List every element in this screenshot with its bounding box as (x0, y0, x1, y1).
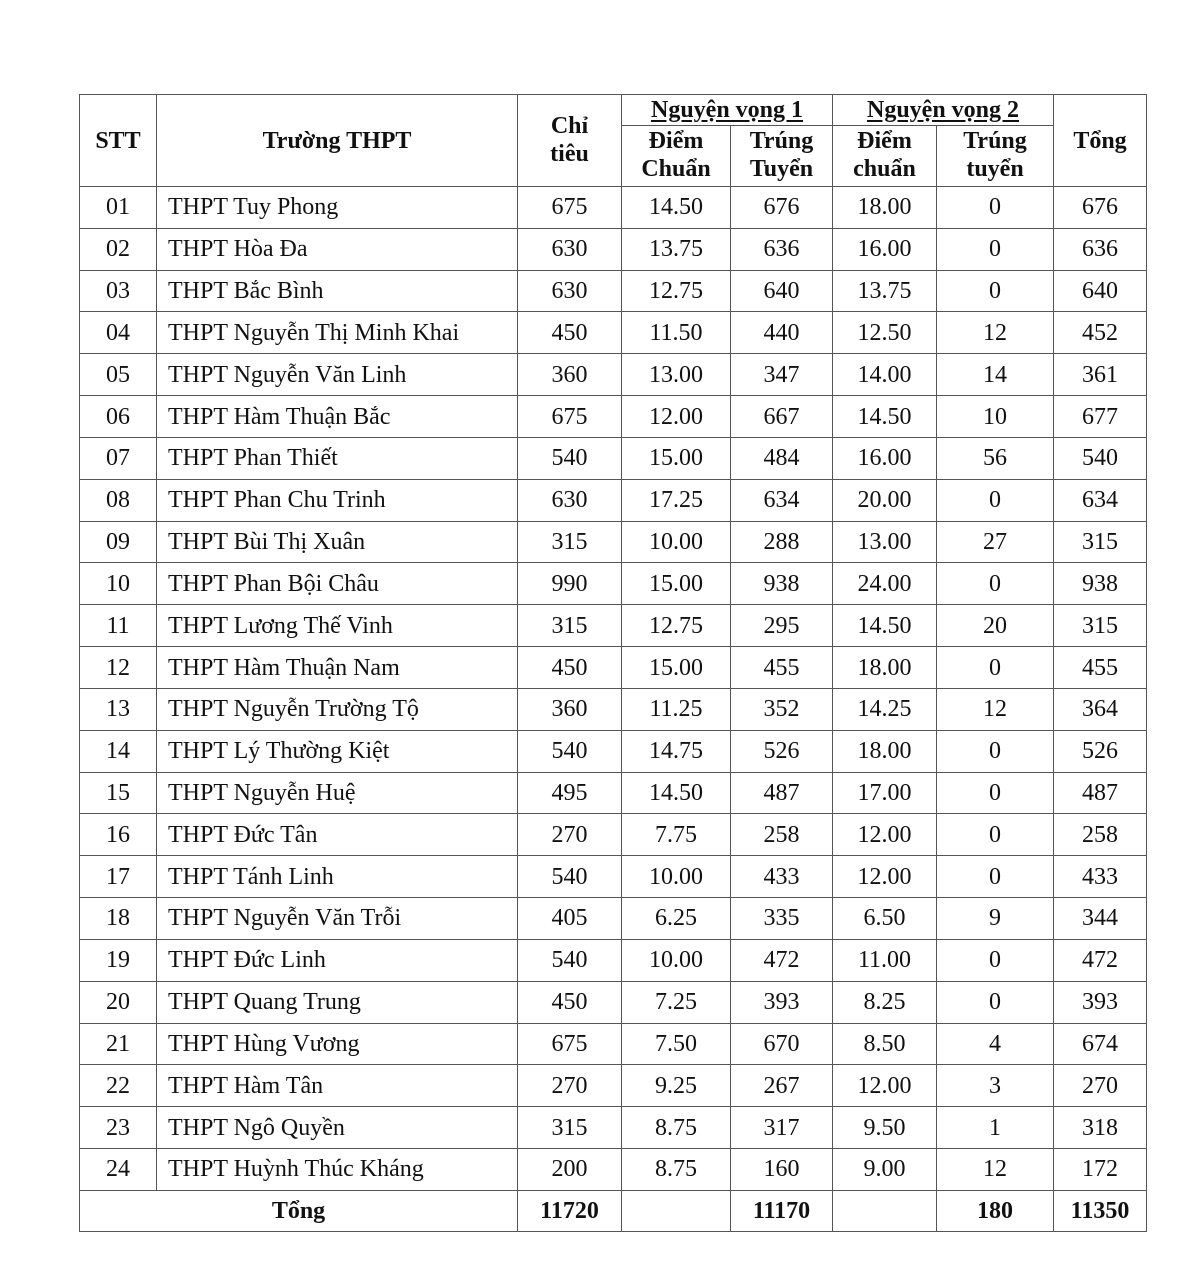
cell-school-name: THPT Hùng Vương (157, 1023, 518, 1065)
cell-nv1-admitted: 634 (731, 479, 833, 521)
cell-stt: 11 (80, 605, 157, 647)
cell-stt: 23 (80, 1107, 157, 1149)
table-row (80, 312, 1147, 354)
cell-quota: 630 (518, 479, 622, 521)
cell-total: 938 (1054, 563, 1147, 605)
cell-quota: 450 (518, 312, 622, 354)
cell-nv1-score: 15.00 (622, 437, 731, 479)
table-row (80, 1107, 1147, 1149)
cell-quota: 675 (518, 187, 622, 229)
cell-quota: 540 (518, 730, 622, 772)
cell-nv1-admitted: 288 (731, 521, 833, 563)
cell-nv2-admitted: 0 (937, 814, 1054, 856)
cell-school-name: THPT Nguyễn Thị Minh Khai (157, 312, 518, 354)
cell-nv2-admitted: 10 (937, 396, 1054, 438)
cell-stt: 19 (80, 939, 157, 981)
cell-nv2-score: 12.50 (833, 312, 937, 354)
cell-quota: 360 (518, 688, 622, 730)
cell-school-name: THPT Tuy Phong (157, 187, 518, 229)
table-row (80, 730, 1147, 772)
cell-nv1-score: 15.00 (622, 563, 731, 605)
cell-nv2-admitted: 9 (937, 898, 1054, 940)
cell-total: 364 (1054, 688, 1147, 730)
cell-nv1-admitted: 267 (731, 1065, 833, 1107)
cell-nv1-admitted: 393 (731, 981, 833, 1023)
table-row (80, 396, 1147, 438)
table-row (80, 521, 1147, 563)
cell-nv1-score: 10.00 (622, 939, 731, 981)
cell-nv1-score: 14.50 (622, 772, 731, 814)
cell-stt: 01 (80, 187, 157, 229)
cell-quota: 675 (518, 396, 622, 438)
cell-total: 172 (1054, 1149, 1147, 1191)
cell-nv2-score: 14.50 (833, 605, 937, 647)
cell-nv2-admitted: 0 (937, 187, 1054, 229)
table-row (80, 354, 1147, 396)
cell-school-name: THPT Hàm Thuận Bắc (157, 396, 518, 438)
cell-nv2-score: 16.00 (833, 228, 937, 270)
table-row (80, 814, 1147, 856)
table-footer (80, 1190, 1147, 1231)
cell-school-name: THPT Phan Bội Châu (157, 563, 518, 605)
cell-nv1-score: 12.75 (622, 270, 731, 312)
cell-nv1-score: 8.75 (622, 1149, 731, 1191)
cell-nv2-admitted: 0 (937, 647, 1054, 689)
cell-stt: 17 (80, 856, 157, 898)
cell-nv2-admitted: 0 (937, 228, 1054, 270)
cell-quota: 315 (518, 1107, 622, 1149)
cell-nv2-score: 11.00 (833, 939, 937, 981)
table-row (80, 1149, 1147, 1191)
cell-nv1-admitted: 433 (731, 856, 833, 898)
cell-nv1-score: 15.00 (622, 647, 731, 689)
table-body (80, 187, 1147, 1191)
cell-nv2-admitted: 56 (937, 437, 1054, 479)
cell-nv2-score: 20.00 (833, 479, 937, 521)
cell-total: 361 (1054, 354, 1147, 396)
footer-nv2-score-empty (833, 1190, 937, 1231)
cell-quota: 360 (518, 354, 622, 396)
cell-quota: 270 (518, 1065, 622, 1107)
cell-stt: 07 (80, 437, 157, 479)
cell-nv1-score: 10.00 (622, 521, 731, 563)
cell-nv2-score: 24.00 (833, 563, 937, 605)
cell-total: 634 (1054, 479, 1147, 521)
cell-school-name: THPT Nguyễn Trường Tộ (157, 688, 518, 730)
cell-school-name: THPT Quang Trung (157, 981, 518, 1023)
cell-school-name: THPT Nguyễn Văn Linh (157, 354, 518, 396)
cell-total: 455 (1054, 647, 1147, 689)
cell-school-name: THPT Lương Thế Vinh (157, 605, 518, 647)
cell-nv1-admitted: 258 (731, 814, 833, 856)
table-row (80, 1023, 1147, 1065)
cell-nv1-score: 10.00 (622, 856, 731, 898)
header-total: Tổng (1054, 95, 1147, 187)
cell-nv1-admitted: 317 (731, 1107, 833, 1149)
cell-nv1-admitted: 455 (731, 647, 833, 689)
cell-nv1-admitted: 484 (731, 437, 833, 479)
cell-nv2-admitted: 0 (937, 730, 1054, 772)
cell-school-name: THPT Lý Thường Kiệt (157, 730, 518, 772)
cell-nv1-admitted: 440 (731, 312, 833, 354)
table-row (80, 270, 1147, 312)
table-row (80, 856, 1147, 898)
table-row (80, 228, 1147, 270)
cell-nv2-score: 13.00 (833, 521, 937, 563)
cell-nv1-score: 12.75 (622, 605, 731, 647)
table-row (80, 688, 1147, 730)
cell-school-name: THPT Nguyễn Huệ (157, 772, 518, 814)
cell-quota: 315 (518, 605, 622, 647)
cell-nv1-score: 8.75 (622, 1107, 731, 1149)
cell-nv2-score: 18.00 (833, 187, 937, 229)
table-row (80, 479, 1147, 521)
cell-nv1-admitted: 352 (731, 688, 833, 730)
cell-nv1-score: 13.00 (622, 354, 731, 396)
cell-nv2-admitted: 12 (937, 1149, 1054, 1191)
cell-stt: 05 (80, 354, 157, 396)
cell-nv2-admitted: 0 (937, 270, 1054, 312)
footer-total-label: Tổng (80, 1190, 518, 1231)
cell-quota: 450 (518, 647, 622, 689)
cell-stt: 02 (80, 228, 157, 270)
header-nv2: Nguyện vọng 2 (833, 95, 1054, 126)
table-row (80, 981, 1147, 1023)
header-school: Trường THPT (157, 95, 518, 187)
cell-stt: 20 (80, 981, 157, 1023)
table-row (80, 437, 1147, 479)
cell-total: 270 (1054, 1065, 1147, 1107)
cell-nv1-score: 14.75 (622, 730, 731, 772)
cell-nv2-score: 14.00 (833, 354, 937, 396)
cell-school-name: THPT Phan Thiết (157, 437, 518, 479)
cell-total: 640 (1054, 270, 1147, 312)
cell-nv2-score: 16.00 (833, 437, 937, 479)
cell-school-name: THPT Hàm Thuận Nam (157, 647, 518, 689)
cell-nv1-admitted: 335 (731, 898, 833, 940)
header-quota: Chỉ tiêu (518, 95, 622, 187)
cell-nv1-score: 14.50 (622, 187, 731, 229)
table-row (80, 772, 1147, 814)
cell-stt: 04 (80, 312, 157, 354)
cell-nv1-score: 7.50 (622, 1023, 731, 1065)
cell-stt: 21 (80, 1023, 157, 1065)
cell-nv2-score: 14.50 (833, 396, 937, 438)
cell-stt: 08 (80, 479, 157, 521)
cell-nv2-score: 14.25 (833, 688, 937, 730)
header-nv2-score: Điểm chuẩn (833, 126, 937, 187)
cell-nv1-admitted: 676 (731, 187, 833, 229)
cell-nv1-admitted: 667 (731, 396, 833, 438)
cell-school-name: THPT Phan Chu Trinh (157, 479, 518, 521)
cell-stt: 09 (80, 521, 157, 563)
cell-school-name: THPT Ngô Quyền (157, 1107, 518, 1149)
cell-nv1-score: 7.25 (622, 981, 731, 1023)
cell-quota: 270 (518, 814, 622, 856)
footer-total: 11350 (1054, 1190, 1147, 1231)
cell-nv1-admitted: 487 (731, 772, 833, 814)
cell-quota: 675 (518, 1023, 622, 1065)
cell-stt: 16 (80, 814, 157, 856)
cell-quota: 990 (518, 563, 622, 605)
cell-nv2-admitted: 3 (937, 1065, 1054, 1107)
header-nv1: Nguyện vọng 1 (622, 95, 833, 126)
cell-nv2-admitted: 0 (937, 563, 1054, 605)
cell-nv2-admitted: 14 (937, 354, 1054, 396)
cell-total: 258 (1054, 814, 1147, 856)
cell-nv2-admitted: 12 (937, 312, 1054, 354)
cell-nv2-score: 12.00 (833, 1065, 937, 1107)
cell-school-name: THPT Huỳnh Thúc Kháng (157, 1149, 518, 1191)
cell-total: 318 (1054, 1107, 1147, 1149)
cell-stt: 12 (80, 647, 157, 689)
cell-nv2-score: 12.00 (833, 814, 937, 856)
admission-results-table (79, 94, 1147, 1232)
cell-nv1-score: 17.25 (622, 479, 731, 521)
cell-total: 674 (1054, 1023, 1147, 1065)
cell-quota: 540 (518, 939, 622, 981)
cell-nv1-score: 7.75 (622, 814, 731, 856)
cell-nv2-score: 18.00 (833, 647, 937, 689)
table-row (80, 187, 1147, 229)
cell-nv2-score: 6.50 (833, 898, 937, 940)
footer-nv2-admitted: 180 (937, 1190, 1054, 1231)
cell-quota: 405 (518, 898, 622, 940)
cell-total: 315 (1054, 521, 1147, 563)
cell-nv2-admitted: 0 (937, 772, 1054, 814)
cell-nv2-score: 8.50 (833, 1023, 937, 1065)
cell-quota: 200 (518, 1149, 622, 1191)
cell-school-name: THPT Nguyễn Văn Trỗi (157, 898, 518, 940)
table-row (80, 647, 1147, 689)
header-stt: STT (80, 95, 157, 187)
table-row (80, 898, 1147, 940)
cell-school-name: THPT Hòa Đa (157, 228, 518, 270)
cell-total: 487 (1054, 772, 1147, 814)
cell-total: 344 (1054, 898, 1147, 940)
cell-nv1-score: 9.25 (622, 1065, 731, 1107)
cell-stt: 13 (80, 688, 157, 730)
cell-total: 315 (1054, 605, 1147, 647)
cell-school-name: THPT Hàm Tân (157, 1065, 518, 1107)
cell-stt: 22 (80, 1065, 157, 1107)
cell-quota: 540 (518, 856, 622, 898)
cell-quota: 495 (518, 772, 622, 814)
cell-nv1-admitted: 938 (731, 563, 833, 605)
table-header (80, 95, 1147, 187)
cell-total: 540 (1054, 437, 1147, 479)
cell-nv1-admitted: 640 (731, 270, 833, 312)
cell-total: 636 (1054, 228, 1147, 270)
cell-quota: 630 (518, 228, 622, 270)
cell-nv1-admitted: 526 (731, 730, 833, 772)
cell-nv1-score: 13.75 (622, 228, 731, 270)
table-row (80, 563, 1147, 605)
cell-nv2-score: 9.00 (833, 1149, 937, 1191)
cell-nv2-admitted: 0 (937, 939, 1054, 981)
cell-nv1-score: 12.00 (622, 396, 731, 438)
cell-quota: 630 (518, 270, 622, 312)
header-nv1-admitted: Trúng Tuyển (731, 126, 833, 187)
cell-stt: 10 (80, 563, 157, 605)
cell-nv2-score: 8.25 (833, 981, 937, 1023)
cell-nv1-admitted: 347 (731, 354, 833, 396)
cell-school-name: THPT Đức Tân (157, 814, 518, 856)
cell-nv2-score: 9.50 (833, 1107, 937, 1149)
cell-total: 393 (1054, 981, 1147, 1023)
cell-stt: 03 (80, 270, 157, 312)
cell-total: 433 (1054, 856, 1147, 898)
cell-nv2-admitted: 27 (937, 521, 1054, 563)
header-nv1-score: Điểm Chuẩn (622, 126, 731, 187)
footer-quota: 11720 (518, 1190, 622, 1231)
cell-nv2-admitted: 0 (937, 981, 1054, 1023)
cell-nv2-score: 13.75 (833, 270, 937, 312)
table-row (80, 605, 1147, 647)
cell-nv2-admitted: 1 (937, 1107, 1054, 1149)
cell-quota: 450 (518, 981, 622, 1023)
cell-school-name: THPT Tánh Linh (157, 856, 518, 898)
cell-nv1-score: 6.25 (622, 898, 731, 940)
cell-nv2-admitted: 0 (937, 479, 1054, 521)
cell-total: 676 (1054, 187, 1147, 229)
cell-nv1-score: 11.50 (622, 312, 731, 354)
cell-nv1-admitted: 670 (731, 1023, 833, 1065)
table-row (80, 939, 1147, 981)
cell-nv2-admitted: 20 (937, 605, 1054, 647)
cell-total: 677 (1054, 396, 1147, 438)
cell-nv2-score: 12.00 (833, 856, 937, 898)
header-nv2-admitted: Trúng tuyển (937, 126, 1054, 187)
cell-nv1-admitted: 160 (731, 1149, 833, 1191)
cell-nv1-admitted: 472 (731, 939, 833, 981)
cell-quota: 540 (518, 437, 622, 479)
cell-nv2-admitted: 12 (937, 688, 1054, 730)
cell-nv2-score: 18.00 (833, 730, 937, 772)
cell-total: 452 (1054, 312, 1147, 354)
cell-nv2-score: 17.00 (833, 772, 937, 814)
cell-total: 472 (1054, 939, 1147, 981)
cell-stt: 24 (80, 1149, 157, 1191)
cell-stt: 06 (80, 396, 157, 438)
cell-school-name: THPT Bắc Bình (157, 270, 518, 312)
cell-school-name: THPT Đức Linh (157, 939, 518, 981)
cell-nv2-admitted: 4 (937, 1023, 1054, 1065)
cell-stt: 18 (80, 898, 157, 940)
footer-nv1-admitted: 11170 (731, 1190, 833, 1231)
cell-nv1-admitted: 636 (731, 228, 833, 270)
table-row (80, 1065, 1147, 1107)
cell-stt: 14 (80, 730, 157, 772)
admission-table-container (79, 94, 1147, 1232)
cell-nv1-score: 11.25 (622, 688, 731, 730)
cell-stt: 15 (80, 772, 157, 814)
cell-nv2-admitted: 0 (937, 856, 1054, 898)
footer-nv1-score-empty (622, 1190, 731, 1231)
cell-nv1-admitted: 295 (731, 605, 833, 647)
cell-total: 526 (1054, 730, 1147, 772)
cell-school-name: THPT Bùi Thị Xuân (157, 521, 518, 563)
cell-quota: 315 (518, 521, 622, 563)
